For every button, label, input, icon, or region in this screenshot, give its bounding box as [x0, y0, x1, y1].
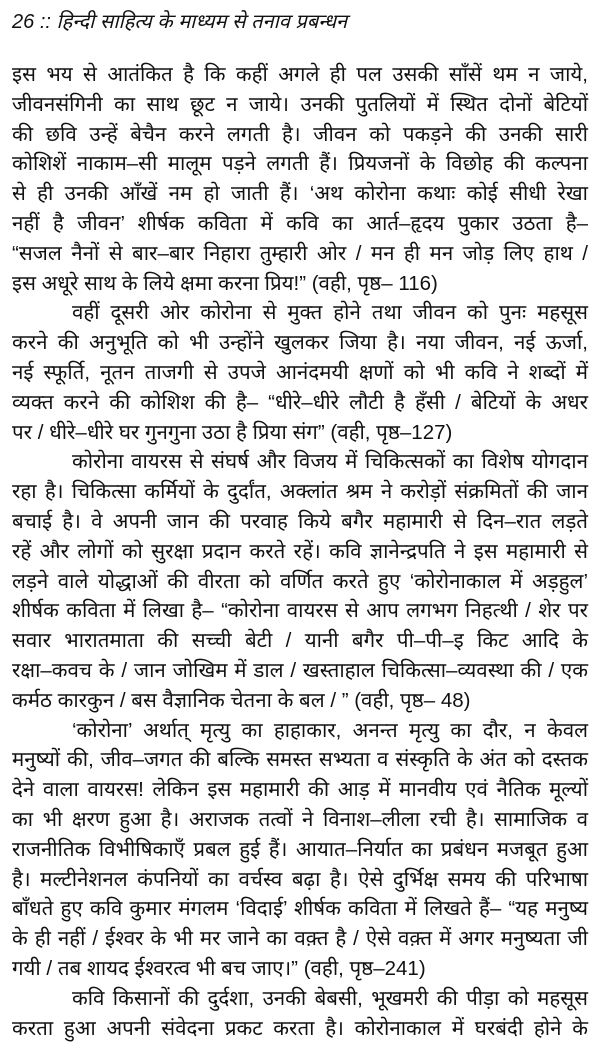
running-header: [12, 8, 347, 36]
text-line: देने वाला वायरस! लेकिन इस महामारी की आड़ में मानवीय एवं नैतिक मूल्यों: [12, 778, 588, 802]
text-line: रहा है। चिकित्सा कर्मियों के दुर्दांत, अक्लांत श्रम ने करोड़ों संक्रमितों की जान: [12, 480, 588, 504]
text-line: कर्मठ कारकुन / बस वैज्ञानिक चेतना के बल / ” (वही, पृष्ठ– 48): [12, 688, 471, 712]
text-line: जीवनसंगिनी का साथ छूट न जाये। उनकी पुतलियों में स्थित दोनों बेटियों: [12, 92, 588, 116]
text-line: गयी / तब शायद ईश्वरत्व भी बच जाए।” (वही, पृष्ठ–241): [12, 956, 426, 980]
text-line: शीर्षक कविता में लिखा है– “कोरोना वायरस से आप लगभग निहत्थी / शेर पर: [12, 599, 588, 623]
text-line: मनुष्यों की, जीव–जगत की बल्कि समस्त सभ्यता व संस्कृति के अंत को दस्तक: [12, 748, 588, 772]
text-line: कवि किसानों की दुर्दशा, उनकी बेबसी, भूखमरी की पीड़ा को महसूस: [72, 986, 588, 1010]
body-text: [12, 60, 588, 1043]
text-line: कोरोना वायरस से संघर्ष और विजय में चिकित्सकों का विशेष योगदान: [72, 450, 588, 474]
text-line: नई स्फूर्ति, नूतन ताजगी से उपजे आनंदमयी क्षणों को भी कवि ने शब्दों में: [12, 360, 588, 384]
text-line: लड़ने वाले योद्धाओं की वीरता को वर्णित करते हुए ‘कोरोनाकाल में अड़हुल’: [12, 569, 588, 593]
text-line: करने की अनुभूति को भी उन्होंने खुलकर जिया है। नया जीवन, नई ऊर्जा,: [12, 331, 588, 355]
text-line: रहें और लोगों को सुरक्षा प्रदान करते रहें। कवि ज्ञानेन्द्रपति ने इस महामारी से: [12, 539, 588, 563]
text-line: वहीं दूसरी ओर कोरोना से मुक्त होने तथा जीवन को पुनः महसूस: [72, 301, 588, 325]
text-line: नहीं है जीवन’ शीर्षक कविता में कवि का आर्त–हृदय पुकार उठता है–: [12, 211, 588, 235]
page-number: 26: [12, 11, 35, 33]
text-line: बाँधते हुए कवि कुमार मंगलम ‘विदाई’ शीर्षक कविता में लिखते हैं– “यह मनुष्य: [12, 897, 588, 921]
text-line: राजनीतिक विभीषिकाएँ प्रबल हुई हैं। आयात–निर्यात का प्रबंधन मजबूत हुआ: [12, 837, 588, 861]
text-line: रक्षा–कवच के / जान जोखिम में डाल / खस्ताहाल चिकित्सा–व्यवस्था की / एक: [12, 658, 588, 682]
text-line: करता हुआ अपनी संवेदना प्रकट करता है। कोरोनाकाल में घरबंदी होने के: [12, 1016, 588, 1040]
text-line: का भी क्षरण हुआ है। अराजक तत्वों ने विनाश–लीला रची है। सामाजिक व: [12, 807, 588, 831]
text-line: सवार भारातमाता की सच्ची बेटी / यानी बगैर पी–पी–इ किट आदि के: [12, 629, 588, 653]
text-line: कोशिशें नाकाम–सी मालूम पड़ने लगती हैं। प्रियजनों के विछोह की कल्पना: [12, 152, 588, 176]
text-line: की छवि उन्हें बेचैन करने लगती है। जीवन को पकड़ने की उनकी सारी: [12, 122, 588, 146]
text-line: पर / धीरे–धीरे घर गुनगुना उठा है प्रिया संग” (वही, पृष्ठ–127): [12, 420, 453, 444]
text-line: इस भय से आतंकित है कि कहीं अगले ही पल उसकी साँसें थम न जाये,: [12, 63, 588, 86]
text-line: के ही नहीं / ईश्वर के भी मर जाने का वक़्त है / ऐसे वक़्त में अगर मनुष्यता जी: [12, 927, 588, 951]
text-line: ‘कोरोना’ अर्थात् मृत्यु का हाहाकार, अनन्त मृत्यु का दौर, न केवल: [72, 718, 588, 742]
header-separator: ::: [39, 11, 51, 33]
text-line: बचाई है। वे अपनी जान की परवाह किये बगैर महामारी से दिन–रात लड़ते: [12, 509, 588, 533]
text-line: है। मल्टीनेशनल कंपनियों का वर्चस्व बढ़ा है। ऐसे दुर्भिक्ष समय की परिभाषा: [12, 867, 588, 891]
text-line: व्यक्त करने की कोशिश की है– “धीरे–धीरे लौटी है हँसी / बेटियों के अधर: [12, 390, 588, 414]
book-title: हिन्दी साहित्य के माध्यम से तनाव प्रबन्धन: [56, 11, 348, 33]
text-line: इस अधूरे साथ के लिये क्षमा करना प्रिय!” (वही, पृष्ठ– 116): [12, 271, 438, 295]
text-line: से ही उनकी आँखें नम हो जाती हैं। ‘अथ कोरोना कथाः कोई सीधी रेखा: [12, 182, 588, 206]
text-line: “सजल नैनों से बार–बार निहारा तुम्हारी ओर / मन ही मन जोड़ लिए हाथ /: [12, 241, 588, 265]
